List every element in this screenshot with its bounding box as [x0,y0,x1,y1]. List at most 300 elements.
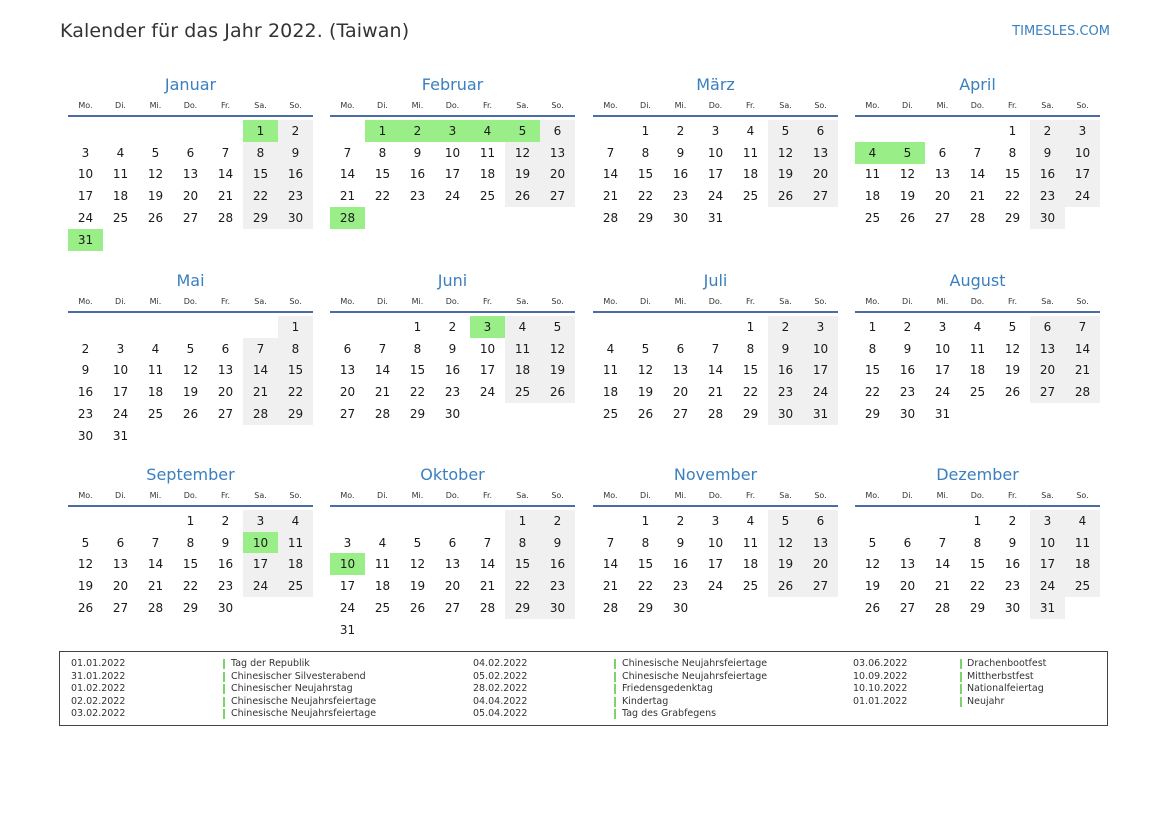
day-cell: 20 [112,579,129,594]
day-cell: 9 [81,363,90,378]
day-cell: 23 [77,406,94,421]
day-cell: 18 [602,385,619,400]
day-cell: 13 [934,167,951,182]
weekday-label: Mi. [936,491,949,500]
weekday-label: So. [814,491,827,500]
day-cell: 13 [112,557,129,572]
weekday-label: Mi. [674,101,687,110]
day-cell: 28 [969,210,986,225]
day-cell: 24 [1065,185,1100,207]
weekday-label: Sa. [1041,491,1054,500]
day-grid [593,316,838,448]
day-cell: 28 [707,406,724,421]
header-divider [330,505,575,507]
day-cell: 30 [1030,207,1065,229]
day-cell: 8 [505,532,540,554]
day-cell: 24 [339,600,356,615]
day-cell: 24 [1030,575,1065,597]
weekday-label: So. [289,297,302,306]
day-cell: 22 [637,189,654,204]
day-cell: 13 [444,557,461,572]
weekday-label: Fr. [220,297,231,306]
day-cell: 15 [505,553,540,575]
holiday-day-cell: 3 [470,316,505,338]
weekday-label: Do. [183,297,198,306]
legend-marker [223,697,225,707]
legend-date: 03.02.2022 [71,708,126,720]
day-cell: 29 [742,406,759,421]
day-cell: 21 [934,579,951,594]
day-cell: 31 [934,406,951,421]
day-cell: 6 [1030,316,1065,338]
weekday-label: Do. [970,101,985,110]
day-cell: 17 [707,557,724,572]
day-cell: 1 [186,514,195,528]
weekday-label: Di. [115,297,126,306]
day-cell: 25 [505,381,540,403]
weekday-label: Mi. [936,101,949,110]
legend-marker [614,697,616,707]
day-cell: 23 [768,381,803,403]
day-cell: 14 [602,557,619,572]
day-cell: 2 [903,320,912,334]
day-cell: 15 [864,363,881,378]
weekday-label: Di. [902,297,913,306]
day-cell: 2 [1030,120,1065,142]
day-cell: 11 [112,167,129,182]
legend-marker [960,659,962,669]
legend-holiday-name: Nationalfeiertag [967,683,1044,695]
legend-holiday-name: Tag des Grabfegens [622,708,717,720]
day-cell: 23 [444,385,461,400]
weekday-label: Do. [970,491,985,500]
day-cell: 12 [864,557,881,572]
day-cell: 15 [374,167,391,182]
day-cell: 26 [77,600,94,615]
day-cell: 13 [339,363,356,378]
day-cell: 16 [672,167,689,182]
day-cell: 2 [676,124,685,138]
month-november [593,463,838,643]
legend-date: 04.04.2022 [473,695,528,707]
day-cell: 17 [707,167,724,182]
day-grid [593,510,838,642]
day-cell: 26 [182,406,199,421]
page-title: Kalender für das Jahr 2022. (Taiwan) [60,20,410,42]
day-cell: 26 [899,210,916,225]
day-cell: 7 [483,535,492,550]
month-april [855,73,1100,253]
day-cell: 13 [803,142,838,164]
day-cell: 7 [343,145,352,160]
day-cell: 25 [112,210,129,225]
day-cell: 18 [742,167,759,182]
legend-holiday-name: Tag der Republik [231,658,310,669]
day-cell: 22 [637,579,654,594]
day-cell: 28 [243,403,278,425]
day-cell: 11 [505,338,540,360]
day-cell: 18 [505,359,540,381]
day-cell: 16 [768,359,803,381]
day-cell: 24 [707,579,724,594]
month-title: September [146,465,235,484]
day-cell: 16 [1030,163,1065,185]
day-cell: 30 [672,210,689,225]
weekday-label: So. [814,297,827,306]
day-cell: 20 [182,189,199,204]
weekday-header [855,489,1100,503]
holiday-day-cell: 5 [505,120,540,142]
day-cell: 23 [409,189,426,204]
day-cell: 15 [1004,167,1021,182]
day-cell: 22 [864,385,881,400]
day-cell: 12 [147,167,164,182]
legend-holiday-name: Mittherbstfest [967,670,1034,682]
day-cell: 12 [1004,341,1021,356]
day-cell: 13 [899,557,916,572]
weekday-label: Sa. [1041,101,1054,110]
weekday-label: Do. [708,101,723,110]
day-cell: 11 [864,167,881,182]
day-cell: 17 [243,553,278,575]
weekday-label: Sa. [254,491,267,500]
weekday-label: So. [1076,297,1089,306]
day-cell: 7 [221,145,230,160]
header-divider [593,505,838,507]
day-cell: 26 [409,600,426,615]
day-cell: 5 [81,535,90,550]
legend-marker [960,672,962,682]
weekday-label: Mi. [936,297,949,306]
day-cell: 6 [448,535,457,550]
day-cell: 3 [1065,120,1100,142]
legend-holiday-name: Friedensgedenktag [622,683,713,695]
day-cell: 19 [899,189,916,204]
day-cell: 11 [147,363,164,378]
legend-marker [223,684,225,694]
day-grid [330,316,575,448]
weekday-label: Mo. [78,101,93,110]
legend-holiday-name: Chinesische Neujahrsfeiertage [231,708,377,720]
day-cell: 1 [413,320,422,334]
weekday-label: Fr. [1007,491,1018,500]
weekday-label: Mo. [78,491,93,500]
day-cell: 4 [378,535,387,550]
holiday-legend [59,651,1108,726]
weekday-label: Di. [640,297,651,306]
weekday-label: Mi. [411,101,424,110]
day-cell: 3 [938,320,947,334]
day-cell: 16 [278,163,313,185]
month-dezember [855,463,1100,643]
day-cell: 29 [182,600,199,615]
legend-date: 01.01.2022 [71,658,126,669]
day-cell: 18 [112,189,129,204]
day-cell: 25 [479,189,496,204]
day-cell: 27 [182,210,199,225]
weekday-label: So. [551,101,564,110]
weekday-header [593,295,838,309]
day-cell: 20 [803,553,838,575]
day-cell: 10 [77,167,94,182]
month-title: März [696,75,735,94]
brand-link[interactable]: TIMESLES.COM [1012,24,1110,39]
header-divider [68,505,313,507]
day-cell: 31 [112,428,129,443]
day-cell: 14 [339,167,356,182]
day-cell: 13 [182,167,199,182]
legend-date: 02.02.2022 [71,695,126,707]
day-cell: 17 [803,359,838,381]
header-divider [68,311,313,313]
legend-date: 05.02.2022 [473,670,528,682]
day-cell: 26 [147,210,164,225]
legend-date: 04.02.2022 [473,658,528,669]
day-cell: 16 [444,363,461,378]
day-cell: 10 [1030,532,1065,554]
day-cell: 11 [374,557,391,572]
day-cell: 27 [339,406,356,421]
day-cell: 1 [505,510,540,532]
month-oktober [330,463,575,643]
weekday-header [330,489,575,503]
day-grid [68,120,313,252]
day-cell: 11 [969,341,986,356]
day-cell: 10 [112,363,129,378]
day-cell: 15 [742,363,759,378]
day-cell: 30 [444,406,461,421]
weekday-label: So. [1076,491,1089,500]
day-cell: 4 [973,320,982,334]
month-märz [593,73,838,253]
day-cell: 23 [1004,579,1021,594]
day-cell: 5 [151,145,160,160]
day-cell: 5 [768,510,803,532]
weekday-label: Sa. [254,297,267,306]
legend-date: 10.10.2022 [853,683,908,695]
weekday-label: Sa. [516,101,529,110]
weekday-label: Fr. [1007,297,1018,306]
day-cell: 2 [221,514,230,528]
day-cell: 3 [1030,510,1065,532]
day-cell: 7 [378,341,387,356]
day-cell: 21 [1065,359,1100,381]
day-cell: 23 [217,579,234,594]
day-cell: 4 [1065,510,1100,532]
day-cell: 16 [409,167,426,182]
month-title: Oktober [420,465,485,484]
day-cell: 30 [1004,600,1021,615]
day-cell: 11 [278,532,313,554]
day-cell: 5 [186,341,195,356]
day-cell: 18 [969,363,986,378]
day-cell: 5 [540,316,575,338]
day-cell: 20 [540,163,575,185]
day-cell: 17 [1065,163,1100,185]
day-cell: 24 [707,189,724,204]
day-cell: 22 [1004,189,1021,204]
day-cell: 18 [864,189,881,204]
weekday-label: Di. [377,101,388,110]
legend-holiday-name: Chinesische Neujahrsfeiertage [231,695,377,707]
day-cell: 23 [672,189,689,204]
weekday-label: Fr. [482,491,493,500]
day-cell: 29 [637,600,654,615]
day-cell: 1 [278,316,313,338]
day-cell: 25 [374,600,391,615]
day-cell: 11 [479,145,496,160]
legend-marker [960,697,962,707]
legend-marker [614,684,616,694]
day-cell: 12 [768,532,803,554]
day-cell: 22 [969,579,986,594]
day-cell: 21 [147,579,164,594]
weekday-header [68,99,313,113]
day-cell: 19 [409,579,426,594]
weekday-header [593,99,838,113]
weekday-label: Mo. [865,101,880,110]
day-cell: 16 [1004,557,1021,572]
weekday-label: Di. [640,491,651,500]
day-cell: 6 [903,535,912,550]
legend-date: 01.02.2022 [71,683,126,695]
day-cell: 7 [938,535,947,550]
day-cell: 10 [1065,142,1100,164]
day-cell: 5 [768,120,803,142]
weekday-label: So. [289,491,302,500]
weekday-label: Sa. [779,101,792,110]
day-cell: 8 [746,341,755,356]
weekday-label: Mo. [603,101,618,110]
day-cell: 19 [864,579,881,594]
weekday-label: Do. [445,491,460,500]
weekday-label: Di. [902,101,913,110]
day-cell: 25 [1065,575,1100,597]
day-cell: 13 [672,363,689,378]
day-cell: 6 [676,341,685,356]
day-cell: 11 [742,535,759,550]
day-cell: 4 [606,341,615,356]
day-cell: 9 [540,532,575,554]
legend-date: 05.04.2022 [473,708,528,720]
day-cell: 2 [540,510,575,532]
day-cell: 7 [1065,316,1100,338]
weekday-header [855,99,1100,113]
day-cell: 22 [182,579,199,594]
weekday-header [593,489,838,503]
day-cell: 29 [243,207,278,229]
weekday-label: Sa. [516,297,529,306]
day-cell: 6 [116,535,125,550]
day-cell: 4 [278,510,313,532]
day-cell: 27 [444,600,461,615]
holiday-day-cell: 10 [243,532,278,554]
month-title: Juni [437,271,468,290]
day-cell: 4 [746,124,755,138]
weekday-label: Mo. [340,491,355,500]
day-cell: 30 [217,600,234,615]
day-cell: 20 [672,385,689,400]
day-cell: 23 [540,575,575,597]
month-februar [330,73,575,253]
day-cell: 3 [711,514,720,528]
day-cell: 5 [868,535,877,550]
day-cell: 27 [672,406,689,421]
legend-holiday-name: Chinesische Neujahrsfeiertage [622,658,768,669]
header-divider [330,115,575,117]
day-cell: 14 [479,557,496,572]
day-cell: 23 [899,385,916,400]
day-cell: 17 [1030,553,1065,575]
day-cell: 1 [868,320,877,334]
day-cell: 29 [505,597,540,619]
day-cell: 31 [1030,597,1065,619]
day-cell: 10 [707,535,724,550]
day-cell: 12 [409,557,426,572]
day-grid [330,510,575,642]
day-cell: 9 [278,142,313,164]
day-cell: 8 [278,338,313,360]
legend-marker [614,659,616,669]
day-cell: 8 [641,145,650,160]
day-cell: 26 [768,185,803,207]
day-cell: 27 [899,600,916,615]
weekday-label: Do. [708,491,723,500]
day-cell: 21 [479,579,496,594]
holiday-day-cell: 1 [243,120,278,142]
weekday-label: Fr. [745,297,756,306]
day-cell: 21 [602,189,619,204]
day-cell: 10 [707,145,724,160]
header-divider [855,505,1100,507]
day-cell: 2 [81,341,90,356]
weekday-header [855,295,1100,309]
day-cell: 26 [540,381,575,403]
weekday-label: Sa. [254,101,267,110]
day-cell: 15 [409,363,426,378]
legend-date: 31.01.2022 [71,670,126,682]
day-cell: 20 [803,163,838,185]
legend-marker [614,672,616,682]
day-grid [855,510,1100,642]
day-cell: 8 [378,145,387,160]
weekday-header [68,295,313,309]
day-cell: 3 [81,145,90,160]
day-cell: 9 [676,145,685,160]
holiday-day-cell: 28 [330,207,365,229]
day-cell: 30 [899,406,916,421]
day-cell: 21 [217,189,234,204]
weekday-label: Mi. [149,101,162,110]
day-cell: 23 [1030,185,1065,207]
day-cell: 27 [217,406,234,421]
holiday-day-cell: 5 [890,142,925,164]
day-cell: 19 [637,385,654,400]
day-cell: 4 [746,514,755,528]
day-cell: 9 [1008,535,1017,550]
day-cell: 6 [343,341,352,356]
month-title: November [673,465,758,484]
day-cell: 15 [969,557,986,572]
day-cell: 24 [803,381,838,403]
day-cell: 27 [540,185,575,207]
day-cell: 1 [1008,124,1017,138]
day-cell: 17 [112,385,129,400]
day-cell: 13 [217,363,234,378]
weekday-label: Mi. [149,491,162,500]
day-cell: 19 [768,553,803,575]
day-cell: 12 [899,167,916,182]
